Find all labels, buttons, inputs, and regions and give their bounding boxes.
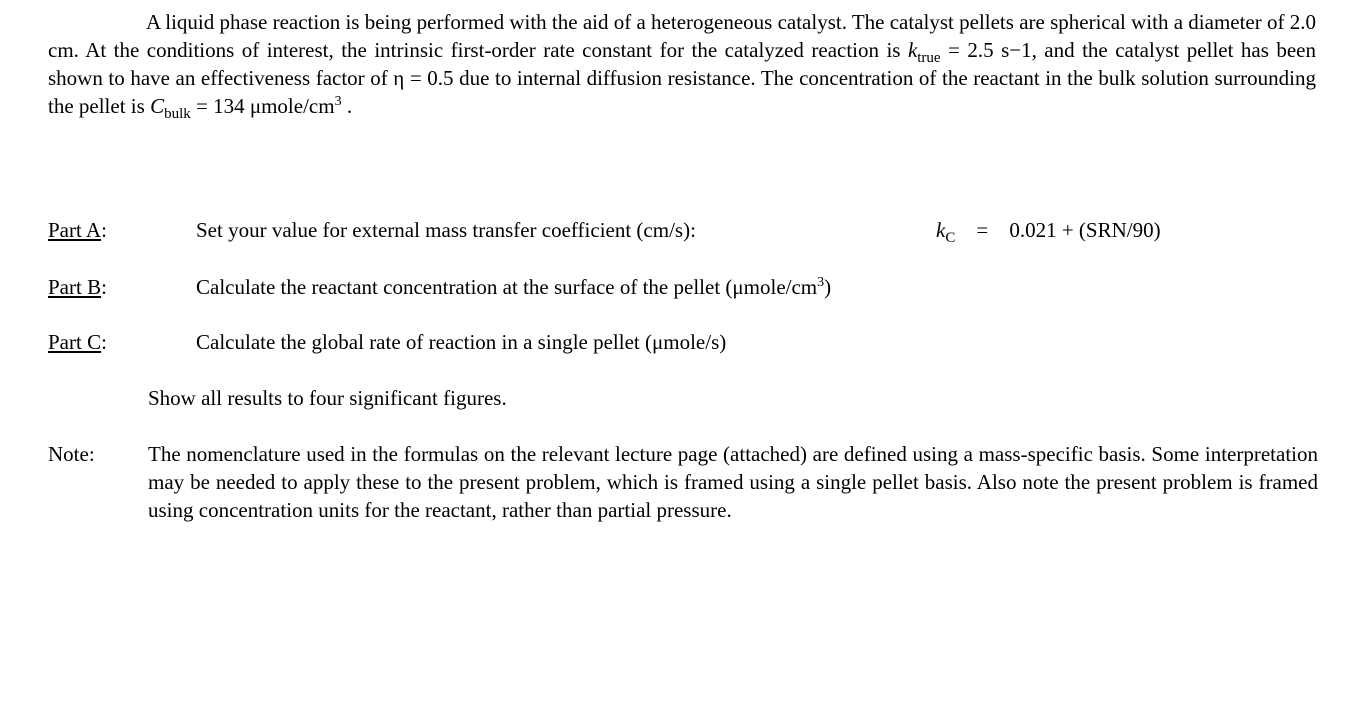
problem-intro xyxy=(48,8,1316,120)
part-b-superscript: 3 xyxy=(817,275,825,290)
part-b-label xyxy=(48,273,107,301)
part-b-text: Calculate the reactant concentration at the surface of the pellet (μmole/cm xyxy=(196,275,818,299)
part-b-text-group xyxy=(196,273,831,301)
equals-sign: = xyxy=(976,218,989,242)
part-c xyxy=(48,328,1318,356)
part-c-colon: : xyxy=(101,330,107,354)
kc-value: 0.021 + (SRN/90) xyxy=(1009,218,1161,242)
note-body: The nomenclature used in the formulas on the relevant lecture page (attached) are defined using a mass-specific basis. Some interpretation may be needed to apply these to the present problem, which is framed using a single pellet basis. Also note the present problem is framed using concentration units for the reactant, rather than partial pressure. xyxy=(148,442,1318,522)
part-b xyxy=(48,273,1318,301)
c-bulk-symbol: C xyxy=(150,94,165,118)
part-a-label-text: Part A xyxy=(48,218,102,242)
intro-text: A liquid phase reaction is being performed with the aid of a heterogeneous catalyst. The catalyst pellets are spherical with a diameter of 2.0 cm. At the conditions of interest, the intrinsic first-order rate constant for the catalyzed reaction is xyxy=(48,10,1316,62)
part-a-text: Set your value for external mass transfer coefficient (cm/s): xyxy=(196,218,696,242)
part-b-label-text: Part B xyxy=(48,275,102,299)
kc-symbol: k xyxy=(936,218,946,242)
part-a-colon: : xyxy=(101,218,107,242)
part-b-colon: : xyxy=(101,275,107,299)
part-a-equation xyxy=(936,216,1161,244)
k-true-symbol: k xyxy=(907,38,918,62)
part-c-label xyxy=(48,328,107,356)
part-b-text-end: ) xyxy=(824,275,832,299)
c-bulk-end: . xyxy=(341,94,353,118)
part-a xyxy=(48,216,1318,244)
part-c-text: Calculate the global rate of reaction in a single pellet (μmole/s) xyxy=(196,330,727,354)
c-bulk-superscript: 3 xyxy=(334,94,342,109)
kc-subscript: C xyxy=(945,230,956,246)
k-true-value: = 2.5 s−1, and the catalyst pellet has been shown to have an effectiveness factor of η = 0.5 due to internal diffusion resistance. The concentration of the reactant in the bulk solution surrounding the pellet is xyxy=(48,38,1316,118)
k-true-subscript: true xyxy=(917,50,941,66)
note-label: Note: xyxy=(48,442,95,466)
c-bulk-subscript: bulk xyxy=(164,106,191,122)
sigfig-instruction: Show all results to four significant figures. xyxy=(148,386,507,410)
intro-paragraph xyxy=(48,8,1316,120)
part-c-label-text: Part C xyxy=(48,330,102,354)
c-bulk-value: = 134 μmole/cm xyxy=(190,94,335,118)
part-a-label xyxy=(48,216,107,244)
